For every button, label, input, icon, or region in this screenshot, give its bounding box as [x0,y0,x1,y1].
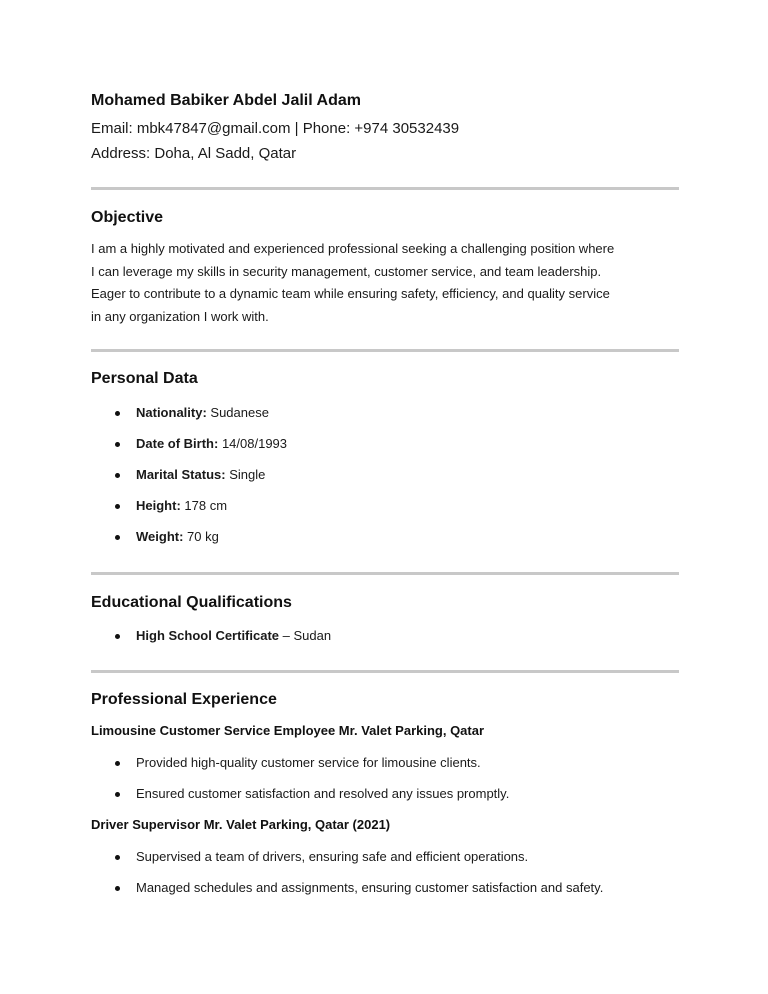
section-divider [91,349,679,352]
item-value: – Sudan [279,628,332,643]
duty-text: Managed schedules and assignments, ensuring customer satisfaction and safety. [136,880,604,895]
address-info: Address: Doha, Al Sadd, Qatar [91,145,297,162]
objective-line: in any organization I work with. [91,308,269,324]
section-title-experience: Professional Experience [91,691,277,708]
list-item [91,496,679,516]
candidate-name: Mohamed Babiker Abdel Jalil Adam [91,92,361,109]
item-label: High School Certificate [136,628,280,643]
job-title: Driver Supervisor Mr. Valet Parking, Qatar (2021) [91,817,391,832]
section-divider [91,572,679,575]
bullet-icon [115,535,120,540]
resume-header [91,90,679,166]
section-title-personal: Personal Data [91,370,198,387]
item-value: 14/08/1993 [218,436,288,451]
list-item [91,527,679,547]
personal-data-section [91,368,679,547]
job-title: Limousine Customer Service Employee Mr. Valet Parking, Qatar [91,723,485,738]
list-item [91,434,679,454]
bullet-icon [115,792,120,797]
duty-text: Provided high-quality customer service for limousine clients. [136,755,481,770]
section-divider [91,670,679,673]
objective-text [91,238,679,328]
bullet-icon [115,411,120,416]
list-item [91,784,679,804]
job-duties-list [91,753,679,804]
list-item [91,465,679,485]
objective-section [91,207,679,328]
objective-line: I can leverage my skills in security management, customer service, and team leadership. [91,263,602,279]
section-divider [91,187,679,190]
bullet-icon [115,886,120,891]
bullet-icon [115,473,120,478]
item-label: Date of Birth: [136,436,219,451]
list-item [91,753,679,773]
bullet-icon [115,855,120,860]
list-item [91,403,679,423]
item-label: Weight: [136,529,184,544]
item-label: Nationality: [136,405,207,420]
list-item [91,878,679,898]
item-value: Sudanese [206,405,269,420]
section-title-education: Educational Qualifications [91,594,292,611]
bullet-icon [115,761,120,766]
list-item [91,847,679,867]
bullet-icon [115,634,120,639]
item-value: Single [225,467,266,482]
contact-info: Email: mbk47847@gmail.com | Phone: +974 30532439 [91,120,460,137]
item-label: Height: [136,498,181,513]
job-duties-list [91,847,679,898]
objective-line: I am a highly motivated and experienced professional seeking a challenging position where [91,241,615,256]
education-list [91,626,679,646]
duty-text: Supervised a team of drivers, ensuring safe and efficient operations. [136,849,529,864]
personal-data-list [91,403,679,547]
objective-line: Eager to contribute to a dynamic team while ensuring safety, efficiency, and quality service [91,286,610,301]
section-title-objective: Objective [91,209,164,226]
item-value: 178 cm [180,498,228,513]
duty-text: Ensured customer satisfaction and resolved any issues promptly. [136,786,510,801]
item-label: Marital Status: [136,467,226,482]
education-section [91,592,679,646]
bullet-icon [115,504,120,509]
list-item [91,626,679,646]
bullet-icon [115,442,120,447]
resume-page [91,90,679,898]
experience-section [91,689,679,898]
item-value: 70 kg [183,529,219,544]
